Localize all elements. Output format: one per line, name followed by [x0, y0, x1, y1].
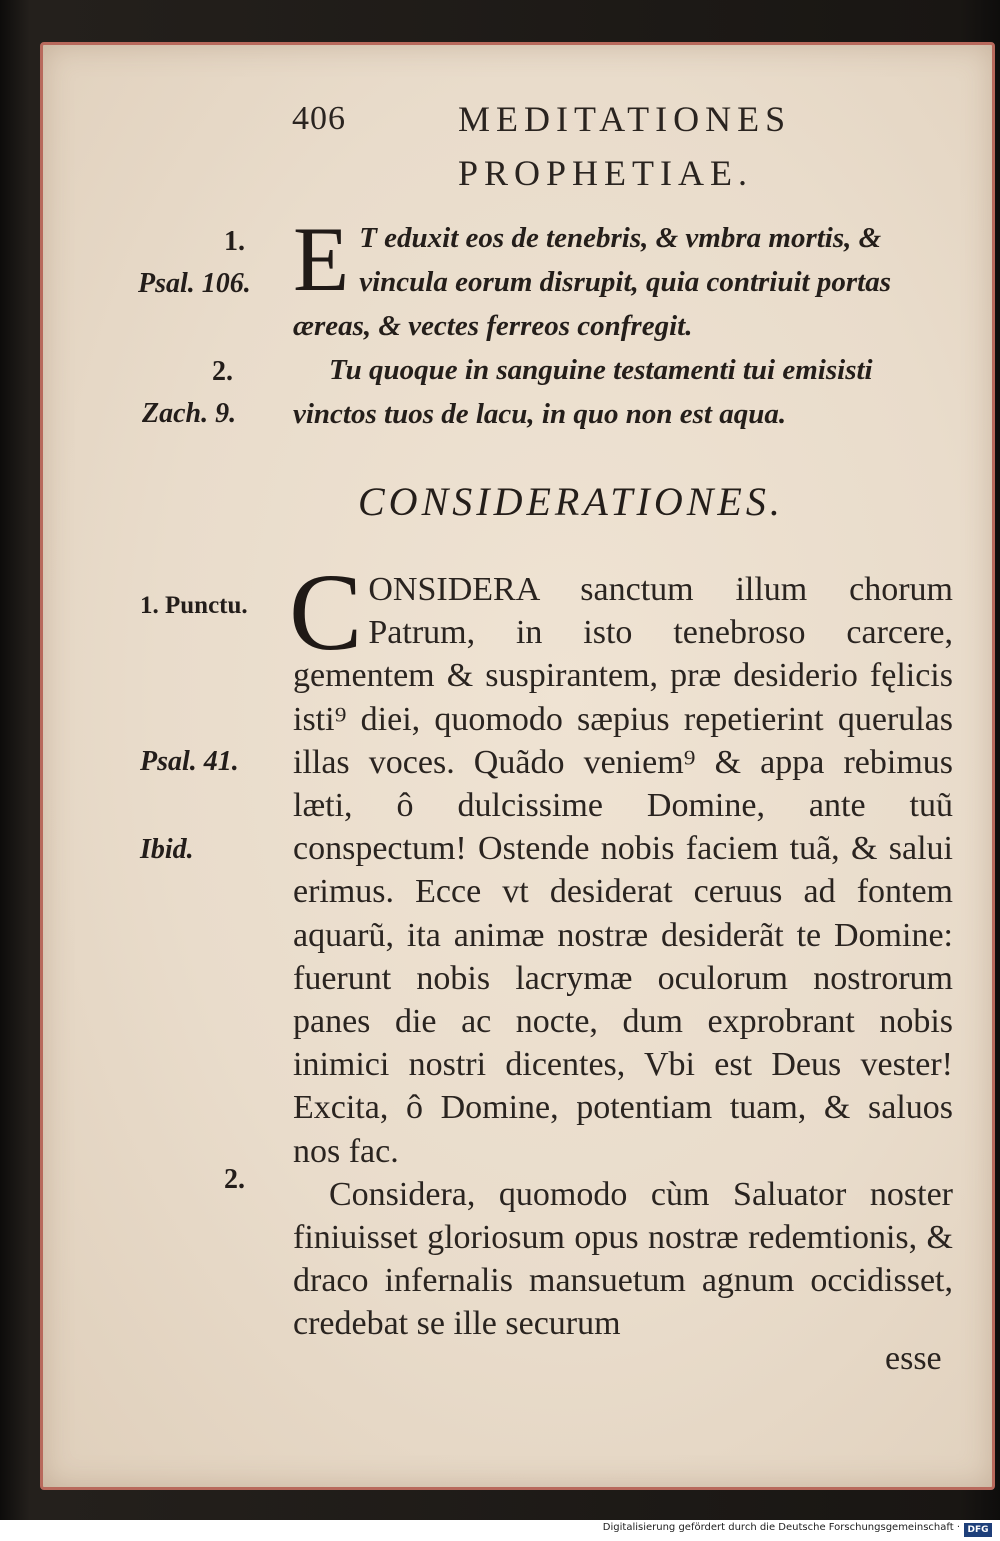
page-number: 406	[292, 100, 346, 137]
consideration-paragraph-1: ONSIDERA sanctum illum chorum Patrum, in isto tenebroso carcere, gementem & suspirantem, præ desiderio fęlicis isti⁹ diei, quomodo sæpius repetierint querulas illas voces. Quãdo veniem⁹ & appa rebimus læti, ô dulcissime Domine, ante tuũ conspectum! Ostende nobis faciem tuã, & salui erimus. Ecce vt desiderat ceruus ad fontem aquarũ, ita animæ nostræ desiderãt te Domine: fuerunt nobis lacrymæ oculorum nostrorum panes die ac nocte, dum exprobrant nobis inimici nostri dicentes, Vbi est Deus vester! Excita, ô Domine, potentiam tuam, & saluos nos fac.	[293, 571, 953, 1170]
running-title: MEDITATIONES	[458, 99, 792, 139]
margin-ref-zacharias-9: Zach. 9.	[142, 398, 237, 429]
prophecy-verse-1: T eduxit eos de tenebris, & vmbra mortis, & vincula eorum disrupit, quia contriuit portas æreas, & vectes ferreos confregit.	[293, 222, 891, 342]
prophecy-verse-2: Tu quoque in sanguine testamenti tui emisisti vinctos tuos de lacu, in quo non est aqua.	[293, 354, 873, 430]
margin-ref-psalm-106: Psal. 106.	[138, 268, 251, 299]
drop-capital-c: C	[289, 551, 363, 673]
section-title: PROPHETIAE.	[458, 153, 754, 193]
margin-ref-ibid: Ibid.	[140, 834, 194, 865]
drop-capital-e: E	[293, 208, 350, 310]
margin-number-2: 2.	[212, 356, 233, 387]
consideration-paragraph-2: Considera, quomodo cùm Saluator noster finiuisset gloriosum opus nostræ redemtionis, & draco infernalis mansuetum agnum occidisset, credebat se ille securum	[293, 1175, 953, 1343]
considerations-heading: CONSIDERATIONES.	[358, 479, 784, 524]
margin-number-1: 1.	[224, 226, 245, 257]
margin-ref-psalm-41: Psal. 41.	[140, 746, 239, 777]
margin-number-3: 2.	[224, 1164, 245, 1195]
considerations-body	[289, 551, 953, 1346]
funding-credit: Digitalisierung gefördert durch die Deutsche Forschungsgemeinschaft ·	[602, 1522, 960, 1533]
prophecy-text	[293, 208, 951, 436]
catchword: esse	[885, 1340, 942, 1377]
dfg-logo-icon: DFG	[964, 1523, 992, 1537]
margin-punctum-1: 1. Punctu.	[140, 592, 248, 619]
